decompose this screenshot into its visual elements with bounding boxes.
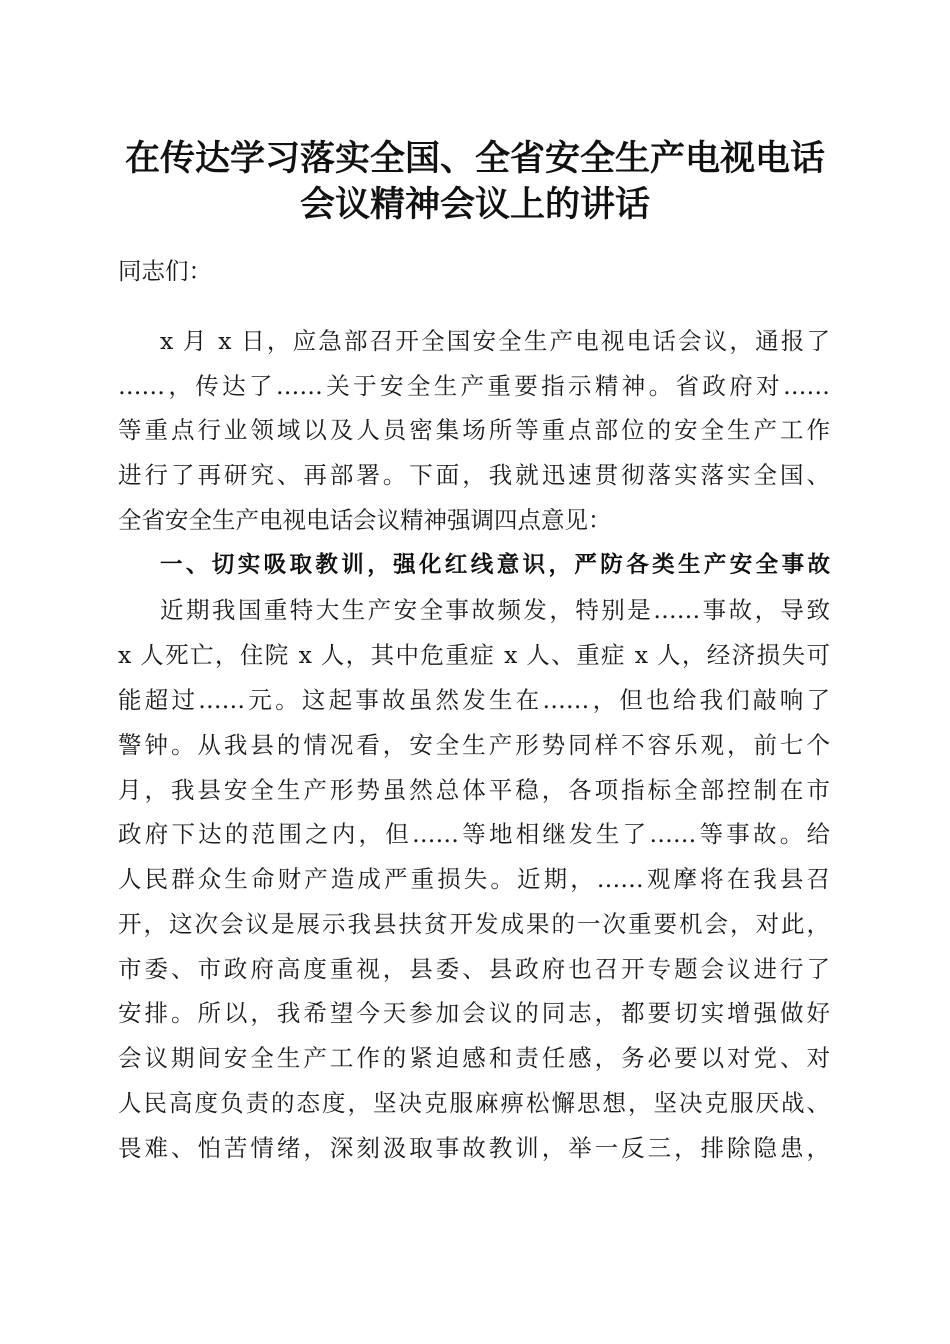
- paragraph-2-line: 人民群众生命财产造成严重损失。近期，……观摩将在我县召: [118, 865, 830, 893]
- document-title-line-2: 会议精神会议上的讲话: [299, 184, 650, 225]
- paragraph-2-line: 警钟。从我县的情况看，安全生产形势同样不容乐观，前七个: [118, 731, 830, 759]
- paragraph-1-line: 进行了再研究、再部署。下面，我就迅速贯彻落实落实全国、: [118, 461, 830, 489]
- paragraph-2-line: 会议期间安全生产工作的紧迫感和责任感，务必要以对党、对: [118, 1044, 830, 1072]
- paragraph-1-line: 全省安全生产电视电话会议精神强调四点意见：: [118, 506, 612, 534]
- section-1-heading: 一、切实吸取教训，强化红线意识，严防各类生产安全事故: [160, 552, 830, 578]
- paragraph-2-line: 政府下达的范围之内，但……等地相继发生了……等事故。给: [118, 820, 830, 848]
- paragraph-1-line: ……，传达了……关于安全生产重要指示精神。省政府对……: [118, 372, 830, 400]
- document-title-line-1: 在传达学习落实全国、全省安全生产电视电话: [124, 138, 825, 179]
- paragraph-2-line: 畏难、怕苦情绪，深刻汲取事故教训，举一反三，排除隐患，: [118, 1134, 830, 1162]
- paragraph-1-line: x 月 x 日，应急部召开全国安全生产电视电话会议，通报了: [160, 327, 830, 355]
- paragraph-2-line: 安排。所以，我希望今天参加会议的同志，都要切实增强做好: [118, 999, 830, 1027]
- paragraph-2-line: x 人死亡，住院 x 人，其中危重症 x 人、重症 x 人，经济损失可: [118, 641, 830, 669]
- paragraph-2-line: 市委、市政府高度重视，县委、县政府也召开专题会议进行了: [118, 955, 830, 983]
- paragraph-1-line: 等重点行业领域以及人员密集场所等重点部位的安全生产工作: [118, 416, 830, 444]
- paragraph-2-line: 月，我县安全生产形势虽然总体平稳，各项指标全部控制在市: [118, 776, 830, 804]
- paragraph-2-line: 人民高度负责的态度，坚决克服麻痹松懈思想，坚决克服厌战、: [118, 1089, 830, 1117]
- paragraph-2-line: 开，这次会议是展示我县扶贫开发成果的一次重要机会，对此，: [118, 910, 830, 938]
- paragraph-2-line: 近期我国重特大生产安全事故频发，特别是……事故，导致: [160, 596, 830, 624]
- salutation: 同志们：: [118, 257, 212, 285]
- paragraph-2-line: 能超过……元。这起事故虽然发生在……，但也给我们敲响了: [118, 686, 830, 714]
